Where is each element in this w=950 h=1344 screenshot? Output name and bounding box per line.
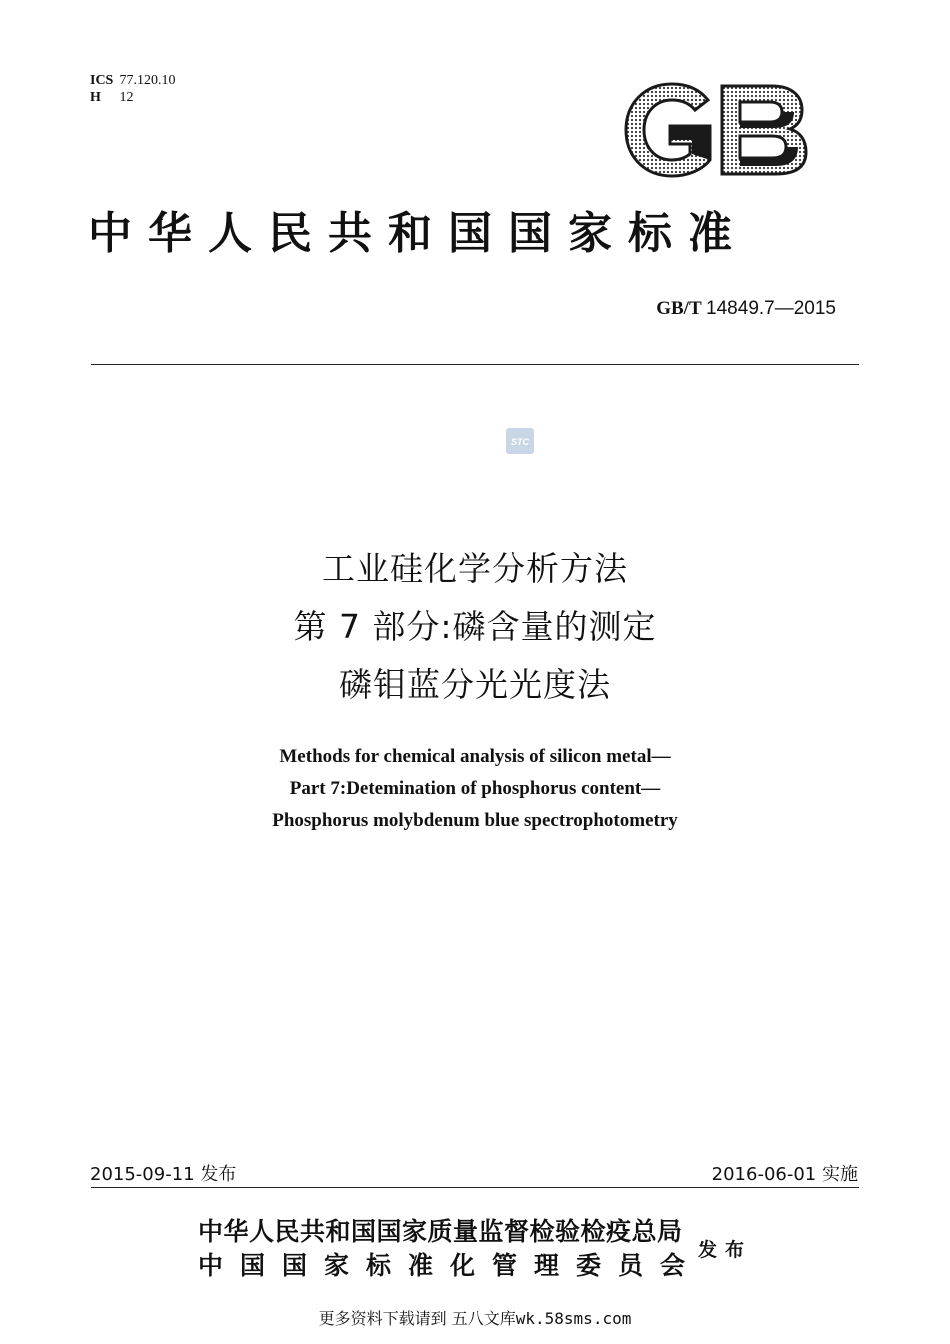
publish-label: 发布: [698, 1239, 753, 1261]
footer-site-link[interactable]: wk.58sms.com: [515, 1309, 632, 1328]
chinese-title-line-3: 磷钼蓝分光光度法: [339, 665, 611, 704]
issuer-aqsiq: 中华人民共和国国家质量监督检验检疫总局: [198, 1217, 683, 1246]
english-title-line-2: Part 7:Detemination of phosphorus content—: [289, 778, 661, 799]
english-title: [0, 741, 950, 837]
issue-date: 2015-09-11 发布: [90, 1164, 237, 1185]
gb-logo-text: GB: [622, 82, 624, 83]
standard-prefix: GB/T: [656, 298, 702, 319]
standard-number-value: 14849.7—2015: [706, 298, 836, 319]
issuer-sac: 中国国家标准化管理委员会: [198, 1251, 703, 1280]
ccs-label: H: [90, 90, 101, 105]
implementation-date: 2016-06-01 实施: [711, 1164, 858, 1185]
stc-mark-text: STC: [511, 437, 529, 447]
ccs-line: [90, 89, 176, 106]
stc-watermark-icon: [505, 427, 535, 455]
chinese-title-line-1: 工业硅化学分析方法: [322, 549, 628, 588]
chinese-title: [0, 540, 950, 714]
standard-number: [656, 298, 836, 320]
national-standard-title: 中华人民共和国国家标准: [88, 208, 748, 259]
ics-value: 77.120.10: [119, 73, 176, 88]
ics-line: [90, 72, 176, 89]
english-title-line-1: Methods for chemical analysis of silicon metal—: [279, 746, 671, 767]
ccs-value: 12: [119, 90, 134, 105]
gb-logo-icon: [622, 82, 808, 178]
chinese-title-line-2: 第 7 部分:磷含量的测定: [293, 607, 657, 646]
ics-label: ICS: [90, 73, 114, 88]
footer-download-note: [0, 1306, 950, 1329]
english-title-line-3: Phosphorus molybdenum blue spectrophotometry: [272, 810, 678, 831]
ics-classification: [90, 72, 176, 106]
bottom-divider: [91, 1187, 859, 1188]
top-divider: [91, 364, 859, 365]
footer-text: 更多资料下载请到 五八文库: [318, 1309, 516, 1328]
